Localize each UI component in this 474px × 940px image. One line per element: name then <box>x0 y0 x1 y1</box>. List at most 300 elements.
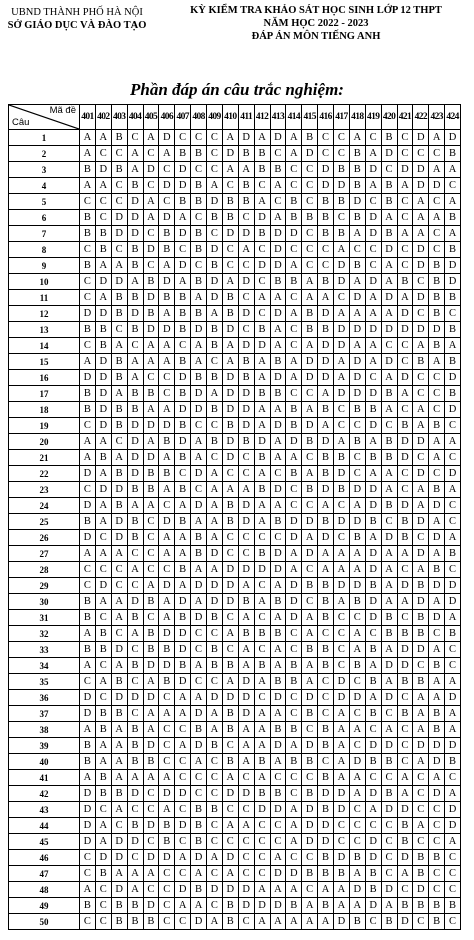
answer-cell: A <box>254 914 270 930</box>
answer-cell: C <box>318 242 334 258</box>
answer-cell: B <box>127 290 143 306</box>
answer-cell: A <box>365 306 381 322</box>
answer-cell: B <box>127 914 143 930</box>
answer-cell: B <box>238 626 254 642</box>
answer-cell: A <box>95 178 111 194</box>
answer-cell: A <box>270 434 286 450</box>
answer-cell: C <box>445 882 461 898</box>
answer-cell: B <box>175 450 191 466</box>
answer-cell: D <box>429 178 445 194</box>
answer-cell: B <box>254 786 270 802</box>
answer-cell: B <box>143 482 159 498</box>
answer-cell: B <box>349 402 365 418</box>
answer-cell: A <box>286 882 302 898</box>
answer-cell: D <box>127 434 143 450</box>
answer-cell: C <box>80 242 96 258</box>
answer-cell: A <box>175 530 191 546</box>
answer-cell: B <box>207 370 223 386</box>
answer-cell: A <box>429 642 445 658</box>
answer-cell: A <box>365 530 381 546</box>
answer-cell: A <box>159 354 175 370</box>
corner-cell <box>9 105 80 130</box>
exam-code-header: 404 <box>127 105 143 130</box>
answer-cell: B <box>397 418 413 434</box>
question-number: 14 <box>9 338 80 354</box>
answer-cell: A <box>334 882 350 898</box>
answer-cell: A <box>270 178 286 194</box>
answer-cell: D <box>207 274 223 290</box>
answer-cell: B <box>95 338 111 354</box>
question-number: 20 <box>9 434 80 450</box>
answer-cell: C <box>95 802 111 818</box>
answer-cell: A <box>286 354 302 370</box>
answer-cell: D <box>302 370 318 386</box>
answer-cell: C <box>349 818 365 834</box>
answer-cell: A <box>159 530 175 546</box>
answer-cell: A <box>286 562 302 578</box>
answer-cell: B <box>143 306 159 322</box>
answer-row <box>9 290 461 306</box>
answer-cell: D <box>222 402 238 418</box>
answer-cell: C <box>365 914 381 930</box>
answer-cell: B <box>191 306 207 322</box>
answer-cell: C <box>238 834 254 850</box>
answer-cell: A <box>413 418 429 434</box>
answer-cell: B <box>270 786 286 802</box>
answer-cell: C <box>413 146 429 162</box>
answer-cell: D <box>238 898 254 914</box>
answer-cell: A <box>111 338 127 354</box>
question-number: 19 <box>9 418 80 434</box>
answer-cell: D <box>191 466 207 482</box>
answer-cell: B <box>429 706 445 722</box>
answer-cell: C <box>286 178 302 194</box>
answer-cell: C <box>429 866 445 882</box>
answer-cell: D <box>349 578 365 594</box>
answer-cell: B <box>191 818 207 834</box>
answer-cell: C <box>143 514 159 530</box>
answer-cell: D <box>238 274 254 290</box>
answer-cell: A <box>222 354 238 370</box>
answer-cell: B <box>318 226 334 242</box>
answer-row <box>9 562 461 578</box>
question-number: 4 <box>9 178 80 194</box>
answer-row <box>9 146 461 162</box>
answer-cell: A <box>191 562 207 578</box>
answer-cell: C <box>207 866 223 882</box>
answer-cell: D <box>159 210 175 226</box>
answer-cell: C <box>397 610 413 626</box>
answer-cell: D <box>143 418 159 434</box>
answer-cell: B <box>270 162 286 178</box>
answer-cell: C <box>349 450 365 466</box>
answer-cell: D <box>143 322 159 338</box>
question-number: 9 <box>9 258 80 274</box>
answer-cell: C <box>302 242 318 258</box>
answer-cell: C <box>191 130 207 146</box>
answer-cell: C <box>318 706 334 722</box>
answer-cell: D <box>349 514 365 530</box>
answer-cell: C <box>413 834 429 850</box>
answer-cell: D <box>429 530 445 546</box>
answer-cell: A <box>445 610 461 626</box>
answer-cell: C <box>143 530 159 546</box>
answer-cell: C <box>159 722 175 738</box>
answer-row <box>9 546 461 562</box>
question-number: 5 <box>9 194 80 210</box>
answer-cell: C <box>143 546 159 562</box>
answer-cell: C <box>159 194 175 210</box>
exam-code-header: 422 <box>413 105 429 130</box>
answer-cell: A <box>238 722 254 738</box>
answer-cell: C <box>127 642 143 658</box>
answer-cell: C <box>143 562 159 578</box>
answer-row <box>9 786 461 802</box>
answer-cell: C <box>397 466 413 482</box>
answer-cell: C <box>127 578 143 594</box>
answer-cell: C <box>286 626 302 642</box>
answer-cell: D <box>270 242 286 258</box>
answer-cell: C <box>207 898 223 914</box>
answer-cell: C <box>445 498 461 514</box>
answer-cell: A <box>270 642 286 658</box>
answer-cell: B <box>445 386 461 402</box>
question-number: 29 <box>9 578 80 594</box>
answer-cell: A <box>207 386 223 402</box>
answer-row <box>9 722 461 738</box>
answer-cell: A <box>381 482 397 498</box>
answer-cell: D <box>238 786 254 802</box>
answer-cell: A <box>334 546 350 562</box>
answer-cell: D <box>286 226 302 242</box>
answer-cell: B <box>159 674 175 690</box>
exam-code-header: 411 <box>238 105 254 130</box>
answer-cell: C <box>95 882 111 898</box>
answer-cell: C <box>397 562 413 578</box>
question-number: 22 <box>9 466 80 482</box>
answer-cell: D <box>365 482 381 498</box>
answer-cell: A <box>270 402 286 418</box>
answer-cell: B <box>349 162 365 178</box>
answer-cell: B <box>286 898 302 914</box>
answer-cell: C <box>397 354 413 370</box>
answer-cell: D <box>302 834 318 850</box>
answer-cell: B <box>429 338 445 354</box>
answer-cell: B <box>127 898 143 914</box>
answer-cell: A <box>334 306 350 322</box>
answer-cell: B <box>111 130 127 146</box>
answer-cell: A <box>302 466 318 482</box>
answer-cell: C <box>175 466 191 482</box>
answer-cell: D <box>270 226 286 242</box>
answer-cell: A <box>286 834 302 850</box>
answer-cell: D <box>365 274 381 290</box>
answer-cell: D <box>159 130 175 146</box>
answer-cell: B <box>80 594 96 610</box>
answer-cell: B <box>238 434 254 450</box>
answer-cell: B <box>175 322 191 338</box>
answer-cell: A <box>111 722 127 738</box>
answer-cell: C <box>445 418 461 434</box>
answer-cell: B <box>207 258 223 274</box>
answer-cell: A <box>254 354 270 370</box>
answer-cell: A <box>270 706 286 722</box>
answer-cell: C <box>334 146 350 162</box>
answer-cell: B <box>413 578 429 594</box>
answer-cell: B <box>302 578 318 594</box>
answer-row <box>9 850 461 866</box>
answer-cell: A <box>111 802 127 818</box>
answer-cell: D <box>143 898 159 914</box>
answer-cell: D <box>445 578 461 594</box>
answer-cell: B <box>318 738 334 754</box>
answer-cell: C <box>445 562 461 578</box>
answer-cell: A <box>349 866 365 882</box>
answer-cell: A <box>191 594 207 610</box>
answer-cell: A <box>429 674 445 690</box>
answer-cell: D <box>159 658 175 674</box>
answer-cell: C <box>349 738 365 754</box>
answer-cell: C <box>318 674 334 690</box>
answer-cell: D <box>349 322 365 338</box>
answer-cell: C <box>159 162 175 178</box>
answer-cell: D <box>365 834 381 850</box>
answer-cell: D <box>413 514 429 530</box>
answer-cell: D <box>111 274 127 290</box>
answer-cell: A <box>286 450 302 466</box>
answer-cell: D <box>191 706 207 722</box>
answer-cell: C <box>429 834 445 850</box>
answer-cell: C <box>207 130 223 146</box>
answer-cell: D <box>222 786 238 802</box>
answer-cell: C <box>207 818 223 834</box>
answer-cell: D <box>95 402 111 418</box>
answer-cell: B <box>111 706 127 722</box>
answer-cell: C <box>381 866 397 882</box>
answer-cell: B <box>127 722 143 738</box>
answer-cell: A <box>413 338 429 354</box>
answer-cell: C <box>413 530 429 546</box>
answer-cell: A <box>159 594 175 610</box>
answer-cell: A <box>127 162 143 178</box>
answer-cell: A <box>175 578 191 594</box>
answer-cell: B <box>207 322 223 338</box>
answer-cell: A <box>80 626 96 642</box>
answer-cell: A <box>254 738 270 754</box>
answer-cell: C <box>127 802 143 818</box>
answer-cell: A <box>270 754 286 770</box>
answer-cell: A <box>445 834 461 850</box>
answer-cell: D <box>349 754 365 770</box>
answer-cell: A <box>270 850 286 866</box>
exam-title-block <box>158 4 474 43</box>
answer-cell: A <box>159 450 175 466</box>
answer-cell: A <box>445 786 461 802</box>
answer-cell: A <box>286 914 302 930</box>
answer-cell: D <box>365 210 381 226</box>
answer-cell: B <box>254 386 270 402</box>
answer-cell: C <box>302 562 318 578</box>
answer-cell: C <box>318 130 334 146</box>
answer-cell: B <box>365 578 381 594</box>
answer-cell: A <box>397 226 413 242</box>
answer-cell: A <box>429 594 445 610</box>
answer-cell: B <box>334 450 350 466</box>
answer-cell: A <box>207 706 223 722</box>
answer-cell: C <box>127 338 143 354</box>
exam-code-header: 409 <box>207 105 223 130</box>
answer-cell: D <box>143 818 159 834</box>
answer-cell: C <box>445 866 461 882</box>
answer-cell: A <box>238 482 254 498</box>
answer-cell: B <box>143 386 159 402</box>
answer-cell: A <box>429 162 445 178</box>
answer-cell: C <box>334 626 350 642</box>
answer-cell: C <box>175 802 191 818</box>
question-number: 11 <box>9 290 80 306</box>
answer-cell: A <box>222 338 238 354</box>
answer-cell: A <box>429 546 445 562</box>
answer-cell: A <box>413 818 429 834</box>
answer-cell: A <box>207 482 223 498</box>
answer-cell: C <box>175 754 191 770</box>
question-number: 41 <box>9 770 80 786</box>
answer-cell: C <box>302 450 318 466</box>
question-number: 3 <box>9 162 80 178</box>
answer-cell: A <box>127 274 143 290</box>
answer-cell: C <box>334 658 350 674</box>
answer-cell: B <box>80 610 96 626</box>
answer-cell: C <box>127 850 143 866</box>
answer-cell: B <box>334 226 350 242</box>
answer-cell: D <box>413 322 429 338</box>
answer-cell: D <box>349 690 365 706</box>
answer-cell: B <box>445 290 461 306</box>
answer-cell: D <box>381 242 397 258</box>
answer-cell: D <box>413 258 429 274</box>
answer-row <box>9 610 461 626</box>
answer-cell: C <box>111 242 127 258</box>
answer-cell: A <box>175 690 191 706</box>
answer-cell: B <box>191 834 207 850</box>
answer-cell: D <box>238 706 254 722</box>
answer-cell: D <box>143 162 159 178</box>
answer-cell: C <box>413 450 429 466</box>
answer-cell: B <box>254 658 270 674</box>
answer-cell: C <box>143 146 159 162</box>
answer-cell: D <box>445 370 461 386</box>
answer-cell: D <box>175 642 191 658</box>
answer-cell: C <box>302 770 318 786</box>
answer-cell: C <box>254 274 270 290</box>
answer-cell: B <box>302 754 318 770</box>
answer-row <box>9 578 461 594</box>
exam-code-header: 417 <box>334 105 350 130</box>
answer-cell: C <box>381 514 397 530</box>
answer-cell: A <box>334 370 350 386</box>
answer-cell: D <box>95 418 111 434</box>
answer-cell: D <box>111 226 127 242</box>
exam-code-header: 408 <box>191 105 207 130</box>
answer-cell: C <box>222 178 238 194</box>
answer-cell: D <box>127 226 143 242</box>
answer-cell: B <box>445 546 461 562</box>
answer-cell: B <box>381 610 397 626</box>
answer-cell: A <box>429 434 445 450</box>
answer-cell: A <box>222 818 238 834</box>
answer-cell: D <box>365 498 381 514</box>
answer-cell: D <box>111 850 127 866</box>
answer-cell: A <box>80 658 96 674</box>
answer-cell: A <box>381 306 397 322</box>
answer-cell: A <box>111 738 127 754</box>
answer-cell: A <box>254 706 270 722</box>
answer-cell: D <box>270 562 286 578</box>
answer-cell: B <box>286 754 302 770</box>
answer-cell: B <box>207 642 223 658</box>
answer-cell: B <box>429 290 445 306</box>
answer-cell: C <box>222 738 238 754</box>
answer-row <box>9 834 461 850</box>
answer-cell: C <box>381 706 397 722</box>
answer-cell: D <box>238 674 254 690</box>
answer-cell: B <box>111 402 127 418</box>
answer-cell: A <box>318 498 334 514</box>
answer-cell: C <box>111 626 127 642</box>
answer-cell: D <box>238 402 254 418</box>
answer-cell: C <box>207 770 223 786</box>
answer-cell: A <box>254 498 270 514</box>
answer-cell: C <box>95 658 111 674</box>
answer-cell: C <box>429 882 445 898</box>
answer-cell: A <box>238 610 254 626</box>
answer-cell: C <box>207 162 223 178</box>
answer-cell: C <box>365 818 381 834</box>
answer-cell: D <box>80 834 96 850</box>
answer-cell: D <box>175 258 191 274</box>
answer-cell: A <box>111 594 127 610</box>
answer-row <box>9 226 461 242</box>
answer-cell: D <box>175 674 191 690</box>
answer-cell: B <box>95 450 111 466</box>
answer-cell: C <box>302 498 318 514</box>
answer-cell: A <box>334 706 350 722</box>
answer-cell: A <box>334 898 350 914</box>
answer-cell: C <box>222 834 238 850</box>
answer-cell: D <box>445 258 461 274</box>
answer-cell: B <box>397 898 413 914</box>
exam-code-header: 410 <box>222 105 238 130</box>
answer-cell: D <box>397 306 413 322</box>
answer-row <box>9 594 461 610</box>
answer-cell: C <box>95 194 111 210</box>
answer-cell: C <box>334 818 350 834</box>
answer-cell: D <box>270 690 286 706</box>
answer-cell: D <box>365 610 381 626</box>
answer-cell: B <box>397 530 413 546</box>
answer-cell: C <box>286 786 302 802</box>
answer-cell: A <box>302 658 318 674</box>
answer-cell: B <box>159 818 175 834</box>
answer-cell: C <box>413 370 429 386</box>
answer-cell: B <box>127 514 143 530</box>
answer-cell: B <box>159 242 175 258</box>
answer-cell: D <box>302 818 318 834</box>
answer-cell: D <box>238 386 254 402</box>
answer-cell: B <box>254 226 270 242</box>
answer-cell: D <box>318 786 334 802</box>
answer-cell: D <box>95 274 111 290</box>
